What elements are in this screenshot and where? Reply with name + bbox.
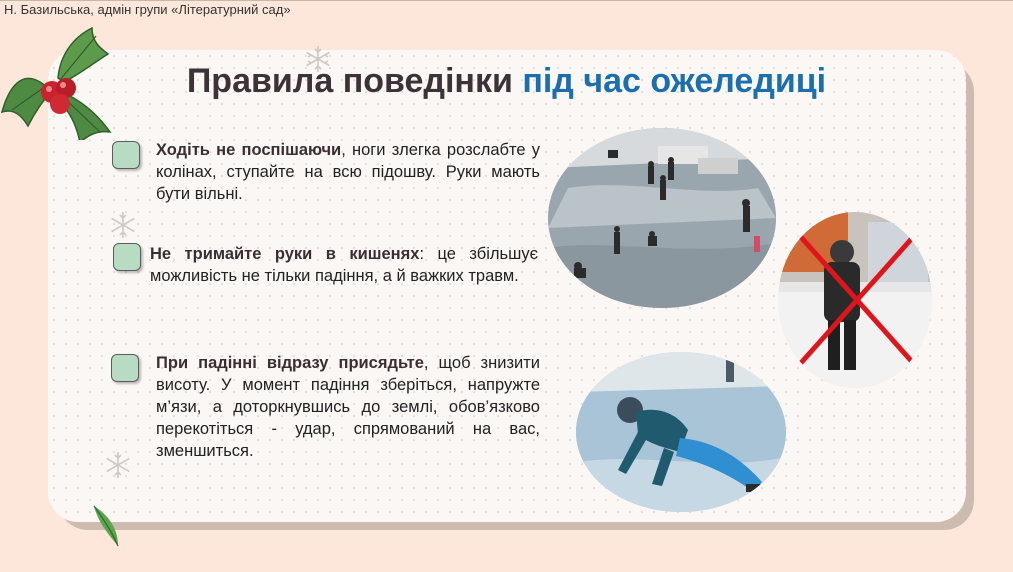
- tip-2-bold: Не тримайте руки в кишенях: [150, 245, 420, 263]
- title-main: Правила поведінки: [186, 62, 523, 100]
- tip-checkbox: [111, 354, 139, 382]
- tip-1-bold: Ходіть не поспішаючи: [156, 141, 342, 159]
- photo-icy-plaza: [548, 128, 776, 308]
- tip-1-text: , ноги злегка розслабте у колінах, ступайте на всю підошву. Руки мають бути вільні.: [156, 141, 540, 203]
- tip-2-text: : це збільшує можливість не тільки падіння, а й важких травм.: [150, 245, 539, 285]
- photo-falling-person: [576, 352, 786, 512]
- title-accent: під час ожеледиці: [522, 62, 827, 100]
- tip-3-text: , щоб знизити висоту. У момент падіння зберіться, напружте м’язи, а доторкнувшись до землі, обов’язково перекотіться - удар, спрямований на вас, зменшиться.: [156, 354, 540, 460]
- tip-3-bold: При падінні відразу присядьте: [156, 354, 424, 372]
- leaf-icon: [88, 502, 128, 548]
- tip-checkbox: [112, 141, 140, 169]
- tip-2: [150, 243, 538, 287]
- author-caption: Н. Базильська, адмін групи «Літературний сад»: [4, 2, 291, 17]
- top-border: [0, 0, 1013, 1]
- snowflake-icon: [108, 210, 138, 240]
- snowflake-icon: [103, 450, 133, 480]
- photo-hands-in-pockets: [778, 212, 932, 388]
- tip-checkbox: [113, 243, 141, 271]
- slide-title: [0, 62, 1013, 101]
- tip-1: [156, 139, 540, 205]
- tip-3: [156, 352, 540, 462]
